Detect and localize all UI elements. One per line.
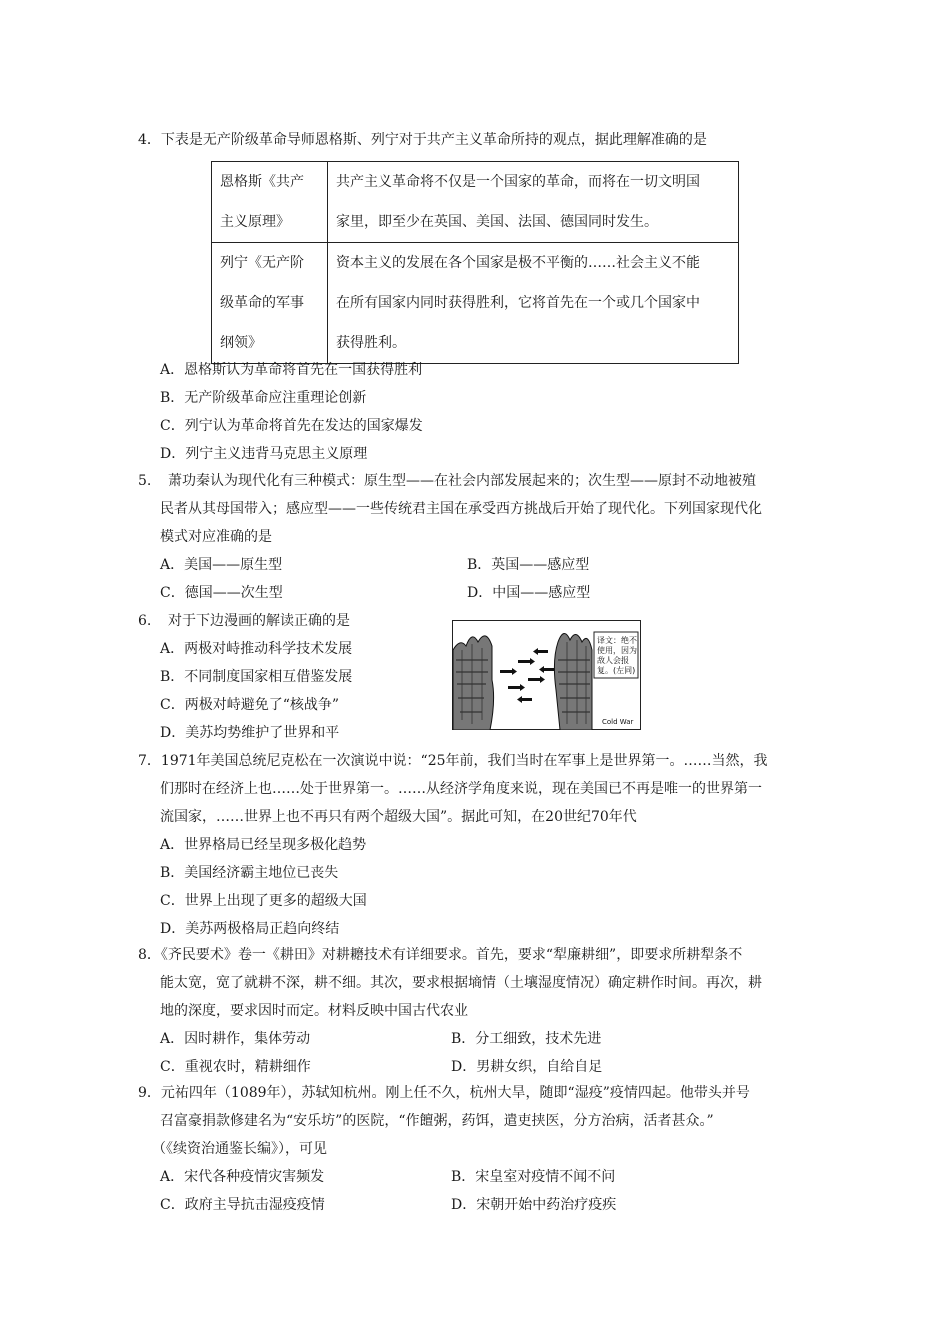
- question-9-option-b: B．宋皇室对疫情不闻不问: [451, 1169, 616, 1185]
- table-row: [212, 243, 739, 364]
- cartoon-caption-line: 复。(左同): [597, 666, 636, 675]
- question-4-option-c: C．列宁认为革命将首先在发达的国家爆发: [160, 418, 423, 434]
- question-7-stem-line: 们那时在经济上也……处于世界第一。……从经济学角度来说，现在美国已不再是唯一的世界第一: [160, 781, 762, 797]
- question-6-option-c: C．两极对峙避免了“核战争”: [160, 697, 340, 713]
- question-7-option-b: B．美国经济霸主地位已丧失: [160, 865, 339, 881]
- cell-line: 恩格斯《共产: [220, 174, 304, 190]
- question-5-stem-line: 模式对应准确的是: [160, 529, 272, 545]
- question-9-stem-line: （《续资治通鉴长编》），可见: [152, 1141, 327, 1157]
- question-9-stem-line: 召富豪捐款修建名为“安乐坊”的医院，“作饘粥，药饵，遣吏挟医，分方治病，活者甚众。”: [160, 1113, 714, 1129]
- question-5-option-a: A．美国——原生型: [160, 557, 283, 573]
- question-5-stem-line: 萧功秦认为现代化有三种模式：原生型——在社会内部发展起来的；次生型——原封不动地被殖: [168, 473, 756, 489]
- cell-line: 纲领》: [220, 335, 262, 351]
- question-5-stem-line: 民者从其母国带入；感应型——一些传统君主国在承受西方挑战后开始了现代化。下列国家现代化: [160, 501, 762, 517]
- cell-line: 资本主义的发展在各个国家是极不平衡的……社会主义不能: [336, 255, 700, 271]
- cell-line: 家里，即至少在英国、美国、法国、德国同时发生。: [336, 214, 658, 230]
- table-row: [212, 162, 739, 243]
- question-5-number: 5.: [138, 473, 152, 489]
- question-9-stem-line: 9．元祐四年（1089年），苏轼知杭州。刚上任不久，杭州大旱，随即“湿疫”疫情四起。他带头并号: [138, 1085, 750, 1101]
- table-cell-source: [212, 162, 328, 243]
- table-cell-source: [212, 243, 328, 364]
- question-7-option-d: D．美苏两极格局正趋向终结: [160, 921, 340, 937]
- cartoon-caption-line: 译文：绝不: [597, 636, 637, 645]
- question-8-stem-line: 8．《齐民要术》卷一《耕田》对耕耱技术有详细要求。首先，要求“犁廉耕细”，即要求所耕犁条不: [138, 947, 743, 963]
- question-7-stem-line: 流国家，……世界上也不再只有两个超级大国”。据此可知，在20世纪70年代: [160, 809, 637, 825]
- question-8-stem-line: 地的深度，要求因时而定。材料反映中国古代农业: [160, 1003, 468, 1019]
- question-9-option-d: D．宋朝开始中药治疗疫疾: [451, 1197, 617, 1213]
- question-6-option-b: B．不同制度国家相互借鉴发展: [160, 669, 353, 685]
- question-5-option-b: B．英国——感应型: [467, 557, 590, 573]
- question-6-option-a: A．两极对峙推动科学技术发展: [160, 641, 353, 657]
- cartoon-corner-label: Cold War: [602, 718, 634, 726]
- question-4-table: [211, 161, 739, 364]
- question-6-stem: 对于下边漫画的解读正确的是: [168, 613, 350, 629]
- question-8-option-a: A．因时耕作，集体劳动: [160, 1031, 311, 1047]
- question-8-stem-line: 能太宽，宽了就耕不深，耕不细。其次，要求根据墒情（土壤湿度情况）确定耕作时间。再次，耕: [160, 975, 762, 991]
- cell-line: 主义原理》: [220, 214, 290, 230]
- question-9-option-a: A．宋代各种疫情灾害频发: [160, 1169, 325, 1185]
- question-4-option-d: D．列宁主义违背马克思主义原理: [160, 446, 368, 462]
- question-7-option-a: A．世界格局已经呈现多极化趋势: [160, 837, 367, 853]
- question-9-option-c: C．政府主导抗击湿疫疫情: [160, 1197, 325, 1213]
- cell-line: 级革命的军事: [220, 295, 304, 311]
- question-4-option-a: A．恩格斯认为革命将首先在一国获得胜利: [160, 362, 423, 378]
- question-7-option-c: C．世界上出现了更多的超级大国: [160, 893, 367, 909]
- cell-line: 共产主义革命将不仅是一个国家的革命，而将在一切文明国: [336, 174, 700, 190]
- question-4-stem: 4．下表是无产阶级革命导师恩格斯、列宁对于共产主义革命所持的观点，据此理解准确的是: [138, 132, 707, 148]
- question-8-option-d: D．男耕女织，自给自足: [451, 1059, 603, 1075]
- cell-line: 获得胜利。: [336, 335, 406, 351]
- cold-war-cartoon: [452, 620, 641, 730]
- question-6-option-d: D．美苏均势维护了世界和平: [160, 725, 340, 741]
- question-4-option-b: B．无产阶级革命应注重理论创新: [160, 390, 367, 406]
- cartoon-caption-line: 敌人会报: [597, 656, 629, 665]
- table-cell-view: [328, 162, 739, 243]
- question-8-option-b: B．分工细致，技术先进: [451, 1031, 602, 1047]
- question-5-option-d: D．中国——感应型: [467, 585, 591, 601]
- cell-line: 列宁《无产阶: [220, 255, 304, 271]
- question-8-option-c: C．重视农时，精耕细作: [160, 1059, 311, 1075]
- question-5-option-c: C．德国——次生型: [160, 585, 283, 601]
- question-6-number: 6.: [138, 613, 152, 629]
- cell-line: 在所有国家内同时获得胜利，它将首先在一个或几个国家中: [336, 295, 700, 311]
- table-cell-view: [328, 243, 739, 364]
- cartoon-caption-line: 使用，因为: [597, 646, 637, 655]
- question-7-stem-line: 7．1971年美国总统尼克松在一次演说中说：“25年前，我们当时在军事上是世界第一。……当然，我: [138, 753, 768, 769]
